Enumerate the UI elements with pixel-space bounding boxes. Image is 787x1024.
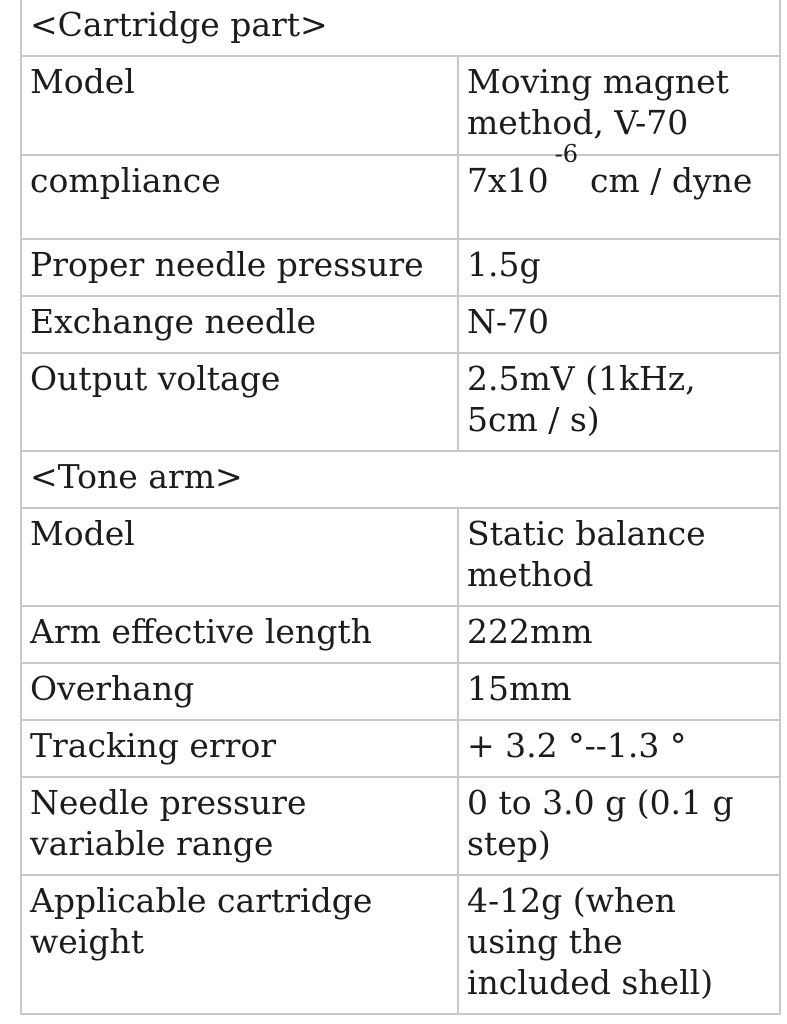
row-label: Model [21, 508, 458, 606]
value-unit: cm / dyne [590, 161, 753, 200]
row-value: + 3.2 °--1.3 ° [458, 720, 780, 777]
row-value: Static balance method [458, 508, 780, 606]
row-label: Applicable cartridge weight [21, 875, 458, 1014]
section-header-row [21, 0, 780, 56]
section-title-tone-arm: <Tone arm> [21, 451, 780, 508]
table-row [21, 296, 780, 353]
row-value: 222mm [458, 606, 780, 663]
row-value [458, 140, 780, 239]
row-value: 2.5mV (1kHz, 5cm / s) [458, 353, 780, 451]
row-label: Exchange needle [21, 296, 458, 353]
table-row [21, 155, 780, 239]
table-row [21, 508, 780, 606]
row-value: 0 to 3.0 g (0.1 g step) [458, 777, 780, 875]
row-value: 4-12g (when using the included shell) [458, 875, 780, 1014]
table-row [21, 239, 780, 296]
row-label: Arm effective length [21, 606, 458, 663]
value-base: 7x10 [467, 161, 549, 200]
row-label: Overhang [21, 663, 458, 720]
row-label: Needle pressure variable range [21, 777, 458, 875]
table-row [21, 777, 780, 875]
table-row [21, 353, 780, 451]
table-row [21, 663, 780, 720]
table-row [21, 56, 780, 155]
section-title-cartridge: <Cartridge part> [21, 0, 780, 56]
row-label: Output voltage [21, 353, 458, 451]
section-header-row [21, 451, 780, 508]
table-row [21, 875, 780, 1014]
table-row [21, 606, 780, 663]
row-value: 1.5g [458, 239, 780, 296]
table-row [21, 720, 780, 777]
row-value: N-70 [458, 296, 780, 353]
row-value: 15mm [458, 663, 780, 720]
row-label: Tracking error [21, 720, 458, 777]
value-exponent: -6 [554, 140, 578, 168]
spec-table [20, 0, 781, 1015]
row-value: Moving magnet method, V-70 [458, 56, 780, 155]
row-label: Model [21, 56, 458, 155]
row-label: Proper needle pressure [21, 239, 458, 296]
row-label: compliance [21, 155, 458, 239]
